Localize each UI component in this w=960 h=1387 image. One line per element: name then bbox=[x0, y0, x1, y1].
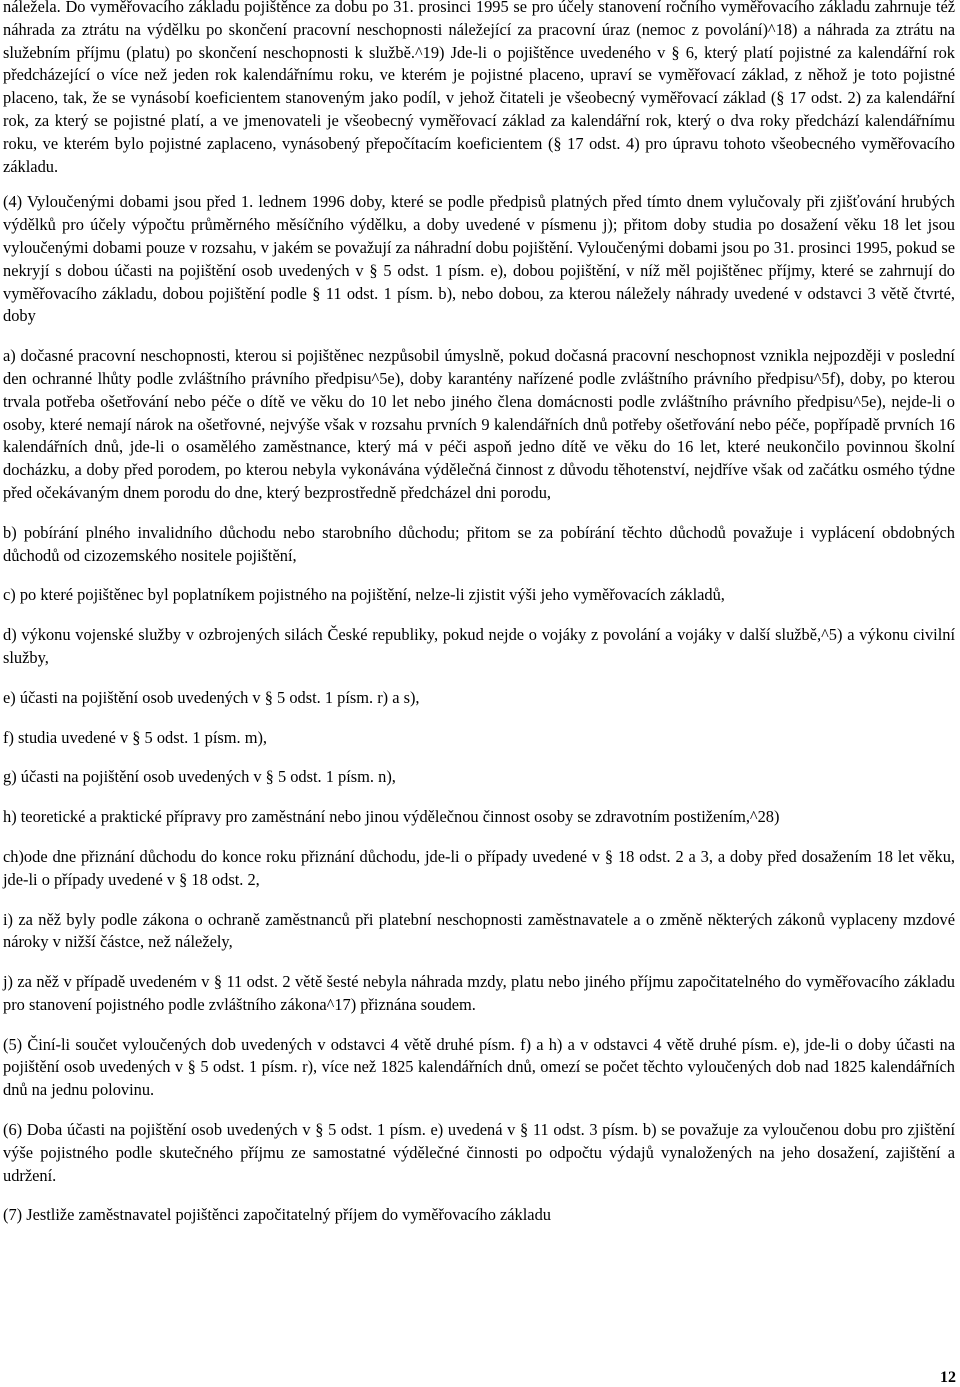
list-item-h: h) teoretické a praktické přípravy pro zaměstnání nebo jinou výdělečnou činnost osoby se zdravotním postižením,^28) bbox=[3, 807, 780, 827]
paragraph-4: (4) Vyloučenými dobami jsou před 1. lednem 1996 doby, které se podle předpisů platných před tímto dnem vylučovaly při zjišťování hrubých výdělků pro účely výpočtu průměrného měsíčního výdělku, a doby uvedené v písmenu j); přitom doby studia po dosažení věku 18 let jsou vyloučenými dobami pouze v rozsahu, v jakém se považují za náhradní dobu pojištění. Vyloučenými dobami jsou po 31. prosinci 1995, pokud se nekryjí s dobou účasti na pojištění osob uvedených v § 5 odst. 1 písm. e), dobou pojištění, v níž měl pojištěnec příjmy, které se zahrnují do vyměřovacího základu, dobou pojištění podle § 11 odst. 1 písm. b), nebo dobou, za kterou náležely náhrady uvedené v odstavci 3 větě čtvrté, doby bbox=[3, 192, 955, 326]
list-item-g: g) účasti na pojištění osob uvedených v § 5 odst. 1 písm. n), bbox=[3, 767, 396, 787]
list-item-j: j) za něž v případě uvedeném v § 11 odst. 2 větě šesté nebyla náhrada mzdy, platu nebo jiného příjmu započitatelného do vyměřovacího základu pro stanovení pojistného podle zvláštního zákona^17) přiznána soudem. bbox=[3, 972, 955, 1014]
list-item-i: i) za něž byly podle zákona o ochraně zaměstnanců při platební neschopnosti zaměstnavatele a o změně některých zákonů vyplaceny mzdové nároky v nižší částce, než náležely, bbox=[3, 909, 955, 952]
list-item-ch: ch)ode dne přiznání důchodu do konce roku přiznání důchodu, jde-li o případy uvedené v § 18 odst. 2 a 3, a doby před dosažením 18 let věku, jde-li o případy uvedené v § 18 odst. 2, bbox=[3, 846, 955, 889]
list-item-a: a) dočasné pracovní neschopnosti, kterou si pojištěnec nezpůsobil úmyslně, pokud dočasná pracovní neschopnost vznikla nejpozději v poslední den ochranné lhůty podle zvláštního právního předpisu^5e), doby karantény nařízené podle zvláštního právního předpisu^5f), doby, po kterou trvala potřeba ošetřování nebo péče o dítě ve věku do 10 let nebo jiného člena domácnosti podle zvláštního právního předpisu^5e), nejde-li o osoby, které nemají nárok na ošetřovné, nejvýše však v rozsahu prvních 9 kalendářních dnů potřeby ošetřování nebo péče, popřípadě prvních 16 kalendářních dnů, jde-li o osamělého zaměstnance, který má v péči aspoň jedno dítě ve věku do 16 let, které neukončilo povinnou školní docházku, a doby před porodem, po kterou nebyla vykonávána výdělečná činnost z důvodu těhotenství, nejdříve však od začátku osmého týdne před očekávaným dnem porodu do dne, který bezprostředně předcházel dni porodu, bbox=[3, 346, 955, 502]
list-item-b: b) pobírání plného invalidního důchodu nebo starobního důchodu; přitom se za pobírání těchto důchodů považuje i vyplácení obdobných důchodů od cizozemského nositele pojištění, bbox=[3, 522, 955, 565]
list-item-d: d) výkonu vojenské služby v ozbrojených silách České republiky, pokud nejde o vojáky z povolání a vojáky v další službě,^5) a výkonu civilní služby, bbox=[3, 625, 955, 667]
paragraph-5: (5) Činí-li součet vyloučených dob uvedených v odstavci 4 větě druhé písm. f) a h) a v odstavci 4 větě druhé písm. e), jde-li o doby účasti na pojištění osob uvedených v § 5 odst. 1 písm. r), více než 1825 kalendářních dnů, omezí se počet těchto vyloučených dob nad 1825 kalendářních dnů na jednu polovinu. bbox=[3, 1034, 955, 1100]
list-item-e: e) účasti na pojištění osob uvedených v § 5 odst. 1 písm. r) a s), bbox=[3, 687, 420, 707]
list-item-f: f) studia uvedené v § 5 odst. 1 písm. m), bbox=[3, 727, 268, 747]
list-item-c: c) po které pojištěnec byl poplatníkem pojistného na pojištění, nelze-li zjistit výši jeho vyměřovacích základů, bbox=[3, 585, 725, 605]
paragraph-7: (7) Jestliže zaměstnavatel pojištěnci započitatelný příjem do vyměřovacího základu bbox=[3, 1205, 551, 1225]
paragraph-6: (6) Doba účasti na pojištění osob uvedených v § 5 odst. 1 písm. e) uvedená v § 11 odst. 3 písm. b) se považuje za vyloučenou dobu pro zjištění výše pojistného podle skutečného příjmu ze samostatné výdělečné činnosti po odpočtu výdajů vynaložených na jeho dosažení, zajištění a udržení. bbox=[3, 1120, 955, 1185]
page-number: 12 bbox=[940, 1369, 956, 1386]
document-page bbox=[3, 0, 955, 1244]
paragraph-continuation: náležela. Do vyměřovacího základu pojištěnce za dobu po 31. prosinci 1995 se pro účely stanovení ročního vyměřovacího základu zahrnuje též náhrada za ztrátu na výdělku po skončení pracovní neschopnosti náležející za pracovní úraz (nemoc z povolání)^18) a náhrada za ztrátu na služebním příjmu (platu) po skončení neschopnosti k službě.^19) Jde-li o pojištěnce uvedeného v § 6, který platí pojistné za kalendářní rok předcházející o více než jeden rok kalendářnímu roku, ve kterém je pojistné placeno, upraví se vyměřovací základ, z něhož je toto pojistné placeno, tak, že se vynásobí koeficientem stanoveným jako podíl, v jehož čitateli je všeobecný vyměřovací základ (§ 17 odst. 2) za kalendářní rok, za který se pojistné platí, a ve jmenovateli je všeobecný vyměřovací základ za kalendářní rok, který o dva roky předchází kalendářnímu roku, ve kterém bylo pojistné zaplaceno, vynásobený přepočítacím koeficientem (§ 17 odst. 4) pro úpravu tohoto všeobecného vyměřovacího základu. bbox=[3, 0, 955, 176]
